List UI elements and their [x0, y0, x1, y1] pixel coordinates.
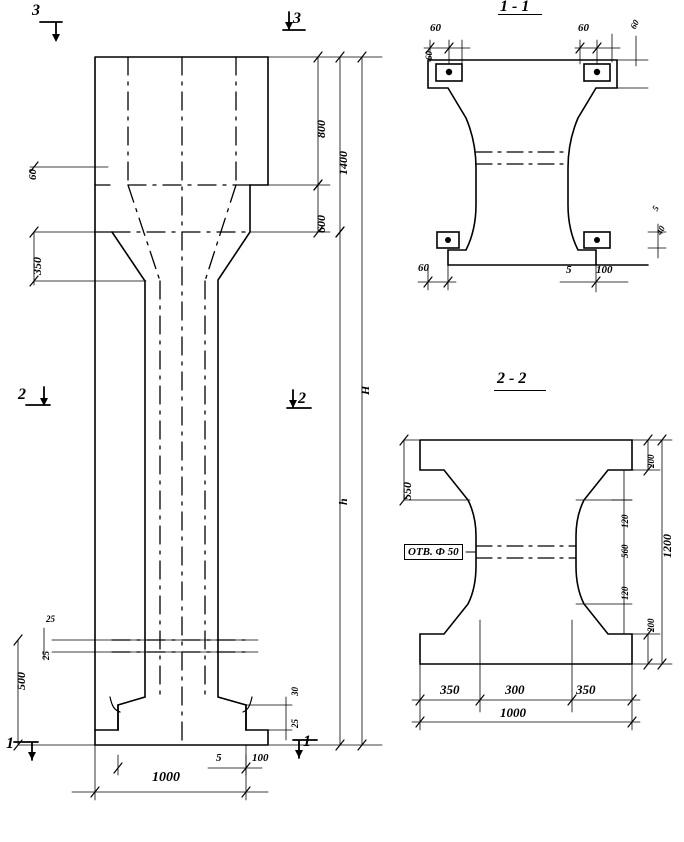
s22-dim-120-bottom: 120	[620, 586, 630, 600]
dim-5-foot: 5	[216, 752, 222, 764]
s22-dim-1000: 1000	[500, 705, 526, 720]
s11-dim-base-left: 5	[566, 264, 572, 276]
section-1-1-title: 1 - 1	[500, 0, 530, 15]
dim-1400: 1400	[336, 151, 350, 175]
s22-hole-note: ОТВ. Ф 50	[404, 544, 463, 560]
dim-100-foot: 100	[252, 752, 269, 764]
mark-1-right-label: 1	[303, 733, 311, 750]
mark-2-right-label: 2	[298, 390, 306, 407]
mark-3-left-label: 3	[32, 2, 40, 19]
s11-dim-bottom-right-b: 40	[654, 224, 668, 237]
section-1-1-underline	[498, 14, 542, 15]
s11-dim-bottom-right-a: 5	[650, 204, 661, 213]
dim-foot-tiny-2: 25	[290, 719, 300, 728]
s11-dim-base-right: 100	[596, 264, 613, 276]
dim-800: 800	[314, 120, 328, 138]
s11-dim-top-right-b: 60	[628, 18, 642, 31]
dim-h: h	[336, 498, 350, 505]
s22-dim-200-bottom: 200	[646, 618, 656, 632]
dim-600: 600	[314, 215, 328, 233]
s22-dim-1200: 1200	[660, 534, 674, 558]
s11-dim-top-left-b: 60	[424, 51, 434, 60]
section-2-2-underline	[494, 390, 546, 391]
s22-dim-200-top: 200	[646, 454, 656, 468]
dim-25-b: 25	[46, 614, 55, 624]
s11-dim-bottom-left: 60	[418, 262, 429, 274]
dim-350-left: 350	[30, 257, 44, 275]
dim-25-a: 25	[41, 651, 51, 660]
s11-dim-top-left-a: 60	[430, 22, 441, 34]
dim-500-left: 500	[14, 672, 28, 690]
mark-1-left-label: 1	[6, 735, 14, 752]
mark-2-left-label: 2	[18, 386, 26, 403]
dim-1000-base: 1000	[152, 770, 180, 785]
mark-3-right-label: 3	[293, 10, 301, 27]
s22-dim-350-right: 350	[576, 682, 596, 697]
section-2-2-title: 2 - 2	[497, 370, 527, 387]
s22-dim-120-top: 120	[620, 514, 630, 528]
dim-foot-tiny-1: 30	[290, 687, 300, 696]
dim-H: H	[358, 385, 372, 395]
s22-dim-300-mid: 300	[505, 682, 525, 697]
s22-dim-560: 560	[620, 544, 630, 558]
s22-dim-350-left: 350	[440, 682, 460, 697]
dim-60-left: 60	[27, 169, 39, 180]
s11-dim-top-right-a: 60	[578, 22, 589, 34]
s22-dim-550: 550	[400, 482, 414, 500]
